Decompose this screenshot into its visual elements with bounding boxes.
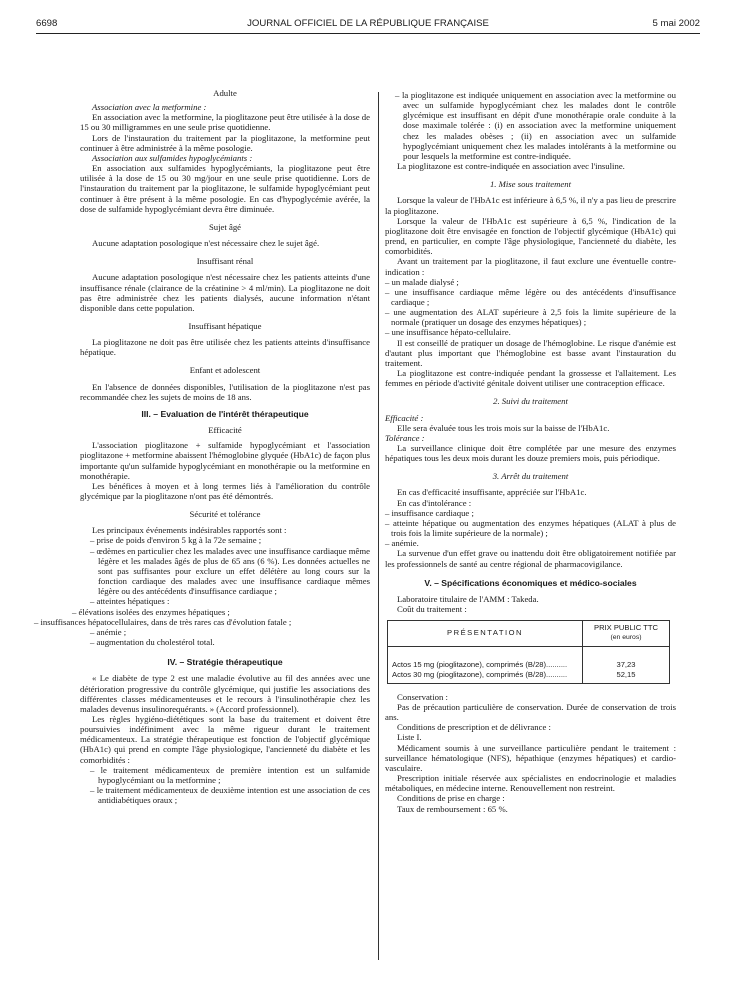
assoc-sulfamides-text: En association aux sulfamides hypoglycémiants, la pioglitazone peut être utilisée à la dose de 15 ou 30 mg/jour en une seule prise quotidienne. Lors de l'instauration du traitement par la pioglitazone, le sulfamide hypoglycémiant peut continuer à être présent à la même posologie. En cas d'hypoglycémie avérée, la dose de sulfamide hypoglycémiant devra être diminuée. <box>80 163 370 214</box>
mise-item: – une insuffisance cardiaque même légère ou des antécédents d'insuffisance cardiaque ; <box>385 286 676 307</box>
col-presentation-header: PRÉSENTATION <box>388 621 583 646</box>
renal-text: Aucune adaptation posologique n'est nécessaire chez les patients atteints d'une insuffisance rénale (clairance de la créatinine > 4 ml/min). La pioglitazone ne doit pas être administrée chez les patients dialysés, aucune information n'étant disponible dans cette population. <box>80 272 370 313</box>
sujet-age-text: Aucune adaptation posologique n'est nécessaire chez le sujet âgé. <box>92 238 320 249</box>
securite-item: – œdèmes en particulier chez les malades avec une insuffisance cardiaque même légère et les malades âgés de plus de 65 ans (6 %). Les données actuelles ne sont pas suffisantes pour exclure un effet délétère au long cours sur la fonction cardiaque des malades avec une insuffisance cardiaque mêmes légère ou des antécédents d'insuffisance cardiaque ; <box>90 545 370 597</box>
page-number: 6698 <box>36 18 58 29</box>
section3-title: III. – Evaluation de l'intérêt thérapeutique <box>141 408 309 419</box>
prices-cell <box>583 646 670 683</box>
suivi-tolerance-text: La surveillance clinique doit être complétée par une mesure des enzymes hépatiques tous les deux mois durant les douze premiers mois, puis périodique. <box>385 443 676 464</box>
securite-item: – prise de poids d'environ 5 kg à la 72e semaine ; <box>90 535 262 546</box>
journal-title: JOURNAL OFFICIEL DE LA RÉPUBLIQUE FRANÇAISE <box>247 18 489 29</box>
mise-title: 1. Mise sous traitement <box>489 179 572 190</box>
price-table-header <box>388 621 670 646</box>
hepatic-sub-item: – élévations isolées des enzymes hépatiques ; <box>72 606 230 617</box>
conservation-label: Conservation : <box>397 691 448 702</box>
prescription-initiale: Prescription initiale réservée aux spécialistes en endocrinologie et maladies métaboliques, en médecine interne. Renouvellement non restreint. <box>385 773 676 794</box>
section4-title: IV. – Stratégie thérapeutique <box>167 657 283 668</box>
sujet-age-title: Sujet âgé <box>208 221 242 232</box>
hepatique-title: Insuffisant hépatique <box>188 320 262 331</box>
products-cell <box>388 646 583 683</box>
instauration-text: Lors de l'instauration du traitement par la pioglitazone, la metformine peut continuer à être administrée à la même posologie. <box>80 132 370 153</box>
renal-title: Insuffisant rénal <box>196 256 254 267</box>
arret-p1: En cas d'efficacité insuffisante, appréciée sur l'HbA1c. <box>397 487 587 498</box>
surveillance-text: Médicament soumis à une surveillance particulière pendant le traitement : surveillance hématologique (NFS), hépathique (enzymes hépatiques) et cardio-vasculaire. <box>385 742 676 773</box>
arret-item: – insuffisance cardiaque ; <box>385 507 474 518</box>
assoc-sulfamides-title: Association aux sulfamides hypoglycémiants : <box>92 152 253 163</box>
laboratoire: Laboratoire titulaire de l'AMM : Takeda. <box>397 593 539 604</box>
liste: Liste I. <box>397 732 422 743</box>
right-column <box>385 90 676 814</box>
mise-item: – une augmentation des ALAT supérieure à 2,5 fois la limite supérieure de la normale (pratiquer un dosage des enzymes hépatiques) ; <box>385 307 676 328</box>
suivi-tolerance-label: Tolérance : <box>385 432 425 443</box>
mise-p4: Il est conseillé de pratiquer un dosage de l'hémoglobine. Le risque d'anémie est d'autant plus important que l'hémoglobine est basse avant l'instauration du traitement. <box>385 337 676 368</box>
strategie-item: – le traitement médicamenteux de deuxième intention est une association de ces antidiabétiques oraux ; <box>90 785 370 806</box>
col-price-unit: (en euros) <box>610 634 642 642</box>
product-name: Actos 15 mg (pioglitazone), comprimés (B/28).......... <box>392 659 568 669</box>
conservation-text: Pas de précaution particulière de conservation. Durée de conservation de trois ans. <box>385 701 676 723</box>
enfant-title: Enfant et adolescent <box>189 365 261 376</box>
efficacite-p1: L'association pioglitazone + sulfamide hypoglycémiant et l'association pioglitazone + metformine abaissent l'hémoglobine glyquée (HbA1c) de façon plus importante qu'un sulfamide hypoglycémiant en monothérapie ou la metformine en monothérapie. <box>80 440 370 481</box>
product-price: 52,15 <box>616 669 636 679</box>
strategie-p1: « Le diabète de type 2 est une maladie évolutive au fil des années avec une détérioration progressive du contrôle glycémique, qui justifie les associations des différentes classes médicamenteuses et le recours à l'insulinothérapie chez les malades devenus insulinorequérants. » (Accord professionnel). <box>80 673 370 714</box>
left-column <box>34 88 370 806</box>
col-price-header <box>583 621 670 646</box>
suivi-efficacite-label: Efficacité : <box>385 412 424 423</box>
header-rule <box>36 33 700 34</box>
assoc-metformine-title: Association avec la metformine : <box>92 102 207 113</box>
price-table <box>387 620 670 684</box>
prise-en-charge: Conditions de prise en charge : <box>397 793 505 804</box>
enfant-text: En l'absence de données disponibles, l'utilisation de la pioglitazone n'est pas recommandée chez les sujets de moins de 18 ans. <box>80 381 370 402</box>
adulte-title: Adulte <box>213 88 237 98</box>
mise-p1: Lorsque la valeur de l'HbA1c est inférieure à 6,5 %, il n'y a pas lieu de prescrire la pioglitazone. <box>385 195 676 216</box>
arret-title: 3. Arrêt du traitement <box>492 471 569 482</box>
mise-p5: La pioglitazone est contre-indiquée pendant la grossesse et l'allaitement. Les femmes en période d'activité génitale doivent utiliser une contraception efficace. <box>385 368 676 389</box>
securite-title: Sécurité et tolérance <box>189 509 261 520</box>
assoc-metformine-text: En association avec la metformine, la pioglitazone peut être utilisée à la dose de 15 ou 30 milligrammes en une seule prise quotidienne. <box>80 112 370 133</box>
securite-item: – atteintes hépatiques : <box>90 596 170 607</box>
arret-p2: En cas d'intolérance : <box>397 497 472 508</box>
mise-item: – un malade dialysé ; <box>385 276 459 287</box>
arret-item: – anémie. <box>385 538 419 549</box>
prescription-conditions: Conditions de prescription et de délivrance : <box>397 722 551 733</box>
arret-item: – atteinte hépatique ou augmentation des enzymes hépatiques (ALAT à plus de trois fois la limite supérieure de la normale) ; <box>385 517 676 539</box>
hepatic-sub-item: – insuffisances hépatocellulaires, dans de très rares cas d'évolution fatale ; <box>34 616 292 627</box>
page-header <box>36 18 700 32</box>
cout-traitement: Coût du traitement : <box>397 604 467 615</box>
suivi-efficacite-text: Elle sera évaluée tous les trois mois sur la baisse de l'HbA1c. <box>397 422 610 433</box>
suivi-title: 2. Suivi du traitement <box>493 396 568 407</box>
strategie-p2: Les règles hygiéno-diététiques sont la base du traitement et doivent être poursuivies indéfiniment avec la même rigueur durant le traitement médicamenteux. La stratégie thérapeutique est fonction de l'objectif glycémique (HbA1c) qui prend en compte l'âge physiologique, l'ancienneté du diabète et les comorbidités : <box>80 713 370 765</box>
securite-item: – anémie ; <box>90 626 127 637</box>
hepatique-text: La pioglitazone ne doit pas être utilisée chez les patients atteints d'insuffisance hépatique. <box>80 337 370 358</box>
table-row <box>388 646 670 683</box>
indication-item: – la pioglitazone est indiquée uniquement en association avec la metformine ou avec un sulfamide hypoglycémiant chez les malades dont le contrôle glycémique est insuffisant en dépit d'une monothérapie orale conduite à la dose maximale tolérée : (i) en association avec la metformine uniquement chez les malades obèses ; (ii) en association avec un sulfamide hypoglycémiant uniquement chez les malades intolérants à la metformine ou pour lesquels la metformine est contre-indiquée. <box>395 90 676 161</box>
issue-date: 5 mai 2002 <box>652 18 700 29</box>
taux-remboursement: Taux de remboursement : 65 %. <box>397 803 508 814</box>
product-name: Actos 30 mg (pioglitazone), comprimés (B/28).......... <box>392 669 568 679</box>
securite-item: – augmentation du cholestérol total. <box>90 637 215 648</box>
mise-p3: Avant un traitement par la pioglitazone, il faut exclure une éventuelle contre-indication : <box>385 256 676 277</box>
contra-insuline: La pioglitazone est contre-indiquée en association avec l'insuline. <box>397 161 625 172</box>
efficacite-title: Efficacité <box>208 425 242 436</box>
section5-title: V. – Spécifications économiques et médico-sociales <box>424 577 637 588</box>
col-price-title: PRIX PUBLIC TTC <box>594 623 658 633</box>
mise-p2: Lorsque la valeur de l'HbA1c est supérieure à 6,5 %, l'indication de la pioglitazone doit être envisagée en fonction de l'objectif glycémique (HbA1c) qui prend, en particulier, en compte l'âge physiologique, l'ancienneté du diabète, les comorbidités. <box>385 215 676 257</box>
column-divider <box>378 92 379 960</box>
efficacite-p2: Les bénéfices à moyen et à long termes liés à l'amélioration du contrôle glycémique par la pioglitazone n'ont pas été démontrés. <box>80 480 370 501</box>
strategie-item: – le traitement médicamenteux de première intention est un sulfamide hypoglycémiant ou la metformine ; <box>90 764 370 785</box>
securite-intro: Les principaux événements indésirables rapportés sont : <box>92 525 287 536</box>
product-price: 37,23 <box>616 659 636 669</box>
mise-item: – une insuffisance hépato-cellulaire. <box>385 327 511 338</box>
arret-p3: La survenue d'un effet grave ou inattendu doit être obligatoirement notifiée par les professionnels de santé au centre régional de pharmacovigilance. <box>385 548 676 569</box>
